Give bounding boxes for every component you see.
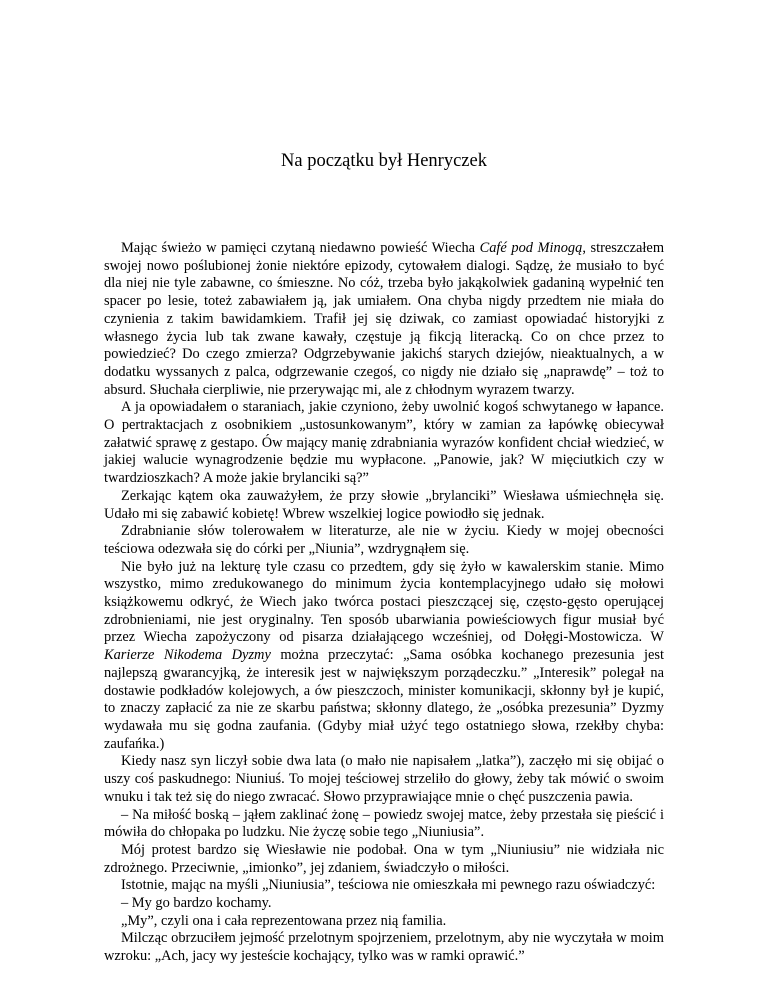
- paragraph: [104, 523, 664, 558]
- paragraph: [104, 488, 664, 523]
- paragraph-text: Zdrabnianie słów tolerowałem w literaturze, ale nie w życiu. Kiedy w mojej obecności teściowa odezwała się do córki per „Niunia”, wzdrygnąłem się.: [104, 523, 664, 557]
- paragraph-text: A ja opowiadałem o staraniach, jakie czyniono, żeby uwolnić kogoś schwytanego w łapance. O pertraktacjach z osobnikiem „ustosunkowanym”, który w zamian za łapówkę obiecywał załatwić sprawę z gestapo. Ów mający manię zdrabniania wyrazów konfident chciał wiedzieć, w jakiej walucie wynagrodzenie będzie mu wypłacone. „Panowie, jak? W mięciutkich czy w twardzioszkach? A może jakie brylanciki są?”: [104, 399, 664, 487]
- paragraph-text: – My go bardzo kochamy.: [121, 895, 272, 912]
- paragraph: [104, 913, 664, 931]
- paragraph-text: można przeczytać: „Sama osóbka kochanego prezesunia jest najlepszą gwarancyjką, że interesik jest w największym porządeczku.” „Interesik” polegał na dostawie podkładów kolejowych, a ów pieszczoch, minister komunikacji, skłonny był je kupić, to znaczy zapłacić za nie ze skarbu państwa; skłonny dlatego, że „osóbka prezesunia” Dyzmy wydawała mu się godna zaufania. (Gdyby miał użyć tego ostatniego słowa, rzekłby chyba: zaufańka.): [104, 647, 665, 752]
- paragraph: [104, 240, 664, 399]
- book-title: Café pod Minogą: [479, 240, 583, 256]
- paragraph-text: – Na miłość boską – jąłem zaklinać żonę – powiedz swojej matce, żeby przestała się pieścić i mówiła do chłopaka po ludzku. Nie życzę sobie tego „Niuniusia”.: [104, 806, 664, 841]
- book-title: Karierze Nikodema Dyzmy: [104, 647, 271, 664]
- paragraph: [104, 877, 664, 895]
- paragraph-text: , streszczałem swojej nowo poślubionej żonie niektóre epizody, cytowałem dialogi. Sądzę, że musiało to być dla niej nie tyle zabawne, co śmieszne. No cóż, trzeba było jakąkolwiek gadaniną wypełnić ten spacer po lesie, toteż zabawiałem ją, jak umiałem. Ona chyba nigdy przedtem nie miała do czynienia z takim bawidamkiem. Trafił jej się dziwak, co zamiast opowiadać historyjki z własnego życia lub tak zwane kawały, częstuje ją fikcją literacką. Co on chce przez to powiedzieć? Do czego zmierza? Odgrzebywanie jakichś starych dziejów, nieaktualnych, a w dodatku wyssanych z palca, odgrzewanie czegoś, co nigdy nie działo się „naprawdę” – toż to absurd. Słuchała cierpliwie, nie przerywając mi, ale z chłodnym wyrazem twarzy.: [104, 240, 665, 398]
- paragraph-text: Mając świeżo w pamięci czytaną niedawno powieść Wiecha: [121, 240, 480, 256]
- paragraph-text: Kiedy nasz syn liczył sobie dwa lata (o mało nie napisałem „latka”), zaczęło mi się obijać o uszy coś paskudnego: Niuniuś. To mojej teściowej strzeliło do głowy, żeby tak mówić o swoim wnuku i tak też się do niego zwracać. Słowo przyprawiające mnie o chęć puszczenia pawia.: [104, 753, 664, 805]
- paragraph-text: Mój protest bardzo się Wiesławie nie podobał. Ona w tym „Niuniusiu” nie widziała nic zdrożnego. Przeciwnie, „imionko”, jej zdaniem, świadczyło o miłości.: [104, 841, 664, 876]
- paragraph-text: Milcząc obrzuciłem jejmość przelotnym spojrzeniem, przelotnym, aby nie wyczytała w moim wzroku: „Ach, jacy wy jesteście kochający, tylko was w ramki oprawić.”: [104, 930, 664, 965]
- paragraph: [104, 399, 664, 488]
- paragraph-text: „My”, czyli ona i cała reprezentowana przez nią familia.: [121, 912, 447, 929]
- paragraph: [104, 842, 664, 877]
- paragraph: [104, 559, 664, 754]
- paragraph: [104, 807, 664, 842]
- paragraph-text: Istotnie, mając na myśli „Niuniusia”, teściowa nie omieszkała mi pewnego razu oświadczyć:: [121, 877, 656, 894]
- paragraph-text: Nie było już na lekturę tyle czasu co przedtem, gdy się żyło w kawalerskim stanie. Mimo wszystko, mimo zredukowanego do minimum życia kontemplacyjnego udało się mołowi książkowemu odkryć, że Wiech jako twórca postaci pieszczącej się, często-gęsto operującej zdrobnieniami, nie jest oryginalny. Ten sposób ubarwiania powieściowych figur musiał być przez Wiecha zapożyczony od pisarza działającego wcześniej, od Dołęgi-Mostowicza. W: [104, 558, 664, 646]
- paragraph-text: Zerkając kątem oka zauważyłem, że przy słowie „brylanciki” Wiesława uśmiechnęła się. Udało mi się zabawić kobietę! Wbrew wszelkiej logice powiodło się jednak.: [104, 487, 664, 522]
- paragraph: [104, 930, 664, 965]
- paragraph: [104, 753, 664, 806]
- paragraph: [104, 895, 664, 913]
- page-title: Na początku był Henryczek: [281, 151, 487, 171]
- document-body: [104, 240, 664, 966]
